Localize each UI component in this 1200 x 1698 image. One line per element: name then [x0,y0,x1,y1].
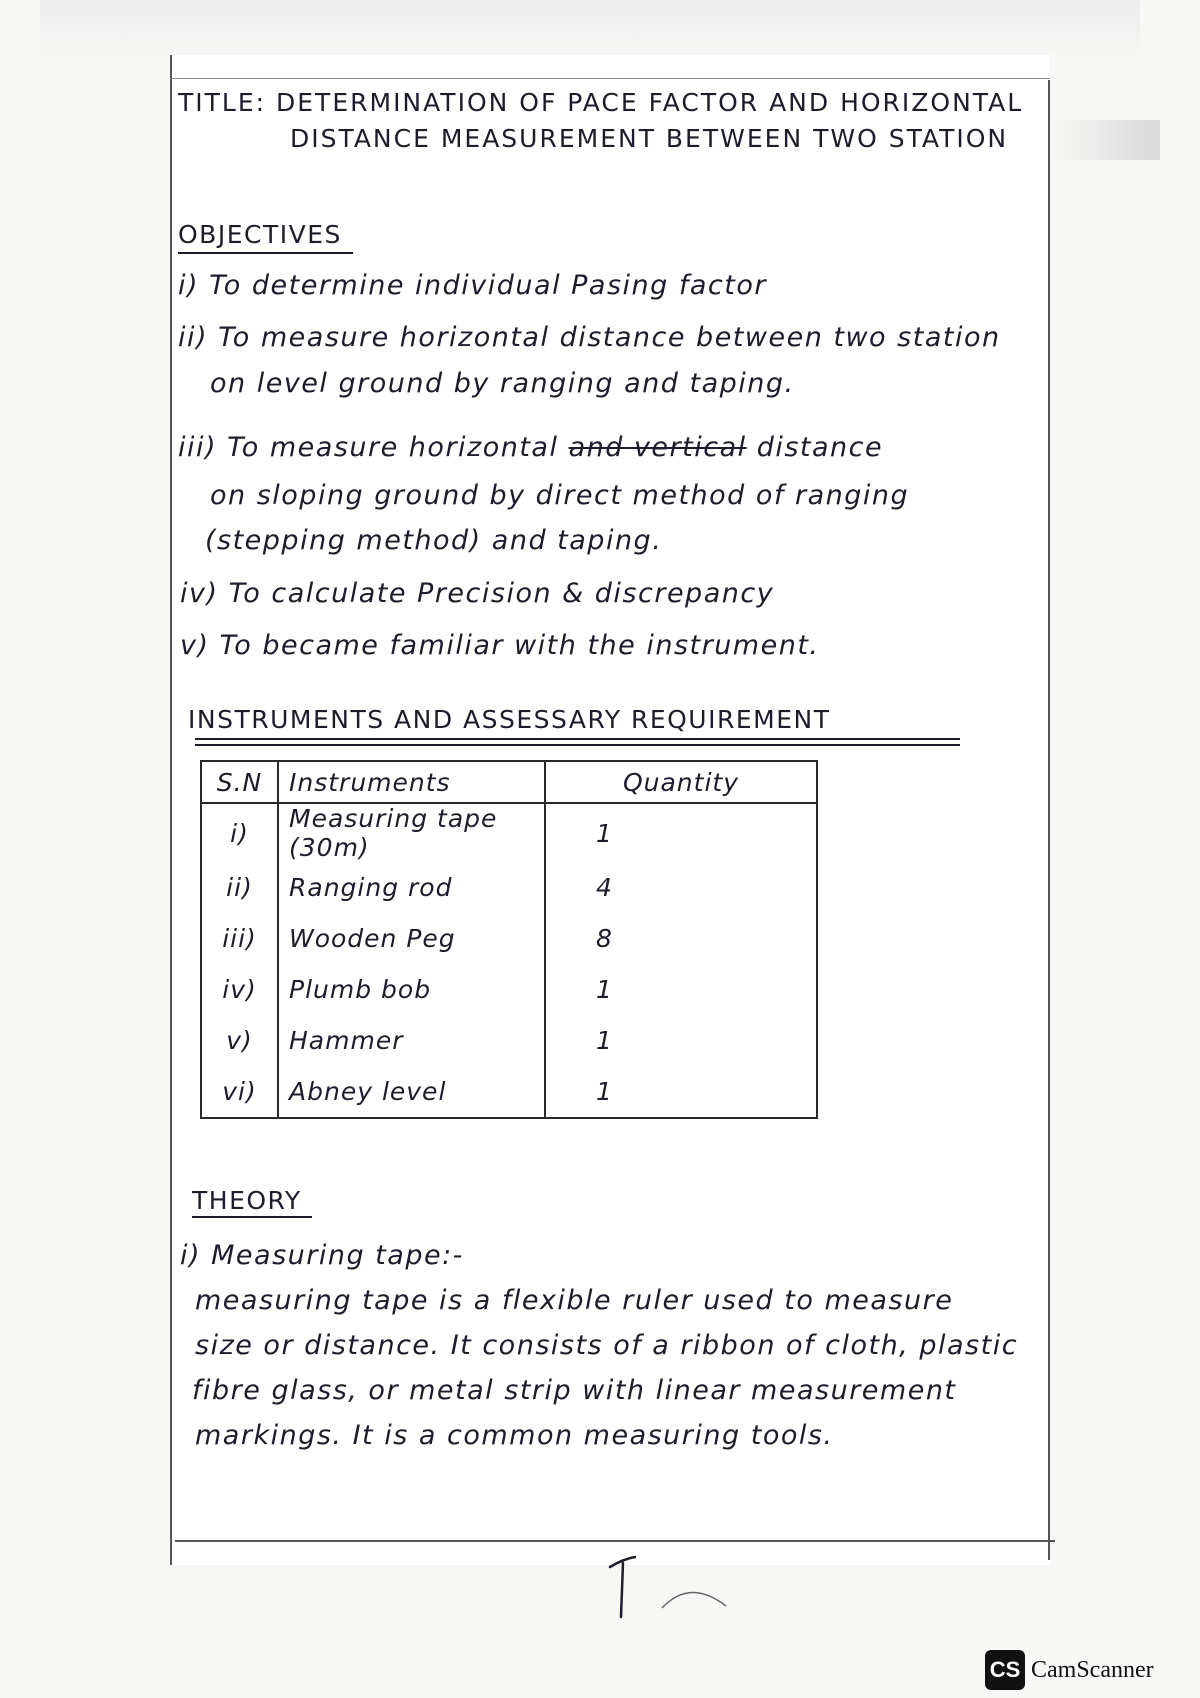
left-margin-rule [170,55,172,1565]
column-header-sn: S.N [201,761,278,803]
page-corner-curl [660,1580,730,1610]
objective-3-strikethrough: and vertical [568,432,747,463]
objective-4: iv) To calculate Precision & discrepancy [180,578,775,609]
column-header-instruments: Instruments [278,761,545,803]
row-instrument: Hammer [278,1015,545,1066]
table-row [201,1015,817,1066]
row-sn: v) [201,1015,278,1066]
top-rule [170,78,1050,79]
table-row [201,964,817,1015]
scan-edge-shadow [40,0,1140,60]
row-instrument: Plumb bob [278,964,545,1015]
row-quantity: 4 [545,862,817,913]
row-instrument: Measuring tape (30m) [278,803,545,862]
page-title-line-2: DISTANCE MEASUREMENT BETWEEN TWO STATION [290,124,1009,153]
page-number-mark [605,1555,640,1620]
theory-underline [192,1216,312,1218]
row-instrument: Ranging rod [278,862,545,913]
theory-line-2: size or distance. It consists of a ribbon of cloth, plastic [195,1330,1019,1361]
scan-edge-shadow-right [1050,120,1160,160]
theory-line-1: measuring tape is a flexible ruler used to measure [195,1285,954,1316]
row-quantity: 1 [545,964,817,1015]
objectives-underline [178,252,353,254]
column-header-quantity: Quantity [545,761,817,803]
bottom-rule [175,1540,1055,1542]
row-sn: i) [201,803,278,862]
theory-line-4: markings. It is a common measuring tools. [195,1420,834,1451]
objective-1: i) To determine individual Pasing factor [178,270,767,301]
camscanner-logo-icon: CS [985,1650,1025,1690]
theory-subheading: i) Measuring tape:- [180,1240,464,1271]
table-row [201,913,817,964]
row-quantity: 8 [545,913,817,964]
objective-2-line-2: on level ground by ranging and taping. [210,368,795,399]
objective-5: v) To became familiar with the instrument. [180,630,820,661]
table-row [201,803,817,862]
theory-heading: THEORY [192,1186,302,1215]
table-row [201,1066,817,1118]
row-quantity: 1 [545,1015,817,1066]
right-margin-rule [1048,80,1050,1560]
theory-line-3: fibre glass, or metal strip with linear measurement [192,1375,957,1406]
instruments-underline [195,738,960,740]
instruments-table [200,760,818,1119]
row-instrument: Abney level [278,1066,545,1118]
objective-2-line-1: ii) To measure horizontal distance between two station [178,322,1001,353]
objective-3-line-2: on sloping ground by direct method of ranging [210,480,910,511]
row-quantity: 1 [545,1066,817,1118]
row-sn: iii) [201,913,278,964]
table-row [201,862,817,913]
row-sn: ii) [201,862,278,913]
objective-3-text-a: iii) To measure horizontal [178,432,569,463]
camscanner-brand-text: CamScanner [1031,1656,1154,1683]
camscanner-watermark [985,1650,1154,1690]
objectives-heading: OBJECTIVES [178,220,342,249]
table-header-row [201,761,817,803]
objective-3-line-1 [178,432,883,463]
row-instrument: Wooden Peg [278,913,545,964]
objective-3-line-3: (stepping method) and taping. [205,525,663,556]
row-quantity: 1 [545,803,817,862]
instruments-underline-2 [195,744,960,746]
instruments-heading: INSTRUMENTS AND ASSESSARY REQUIREMENT [188,705,831,734]
page-title-line-1: TITLE: DETERMINATION OF PACE FACTOR AND HORIZONTAL [178,88,1024,117]
row-sn: iv) [201,964,278,1015]
row-sn: vi) [201,1066,278,1118]
objective-3-text-b: distance [746,432,884,463]
